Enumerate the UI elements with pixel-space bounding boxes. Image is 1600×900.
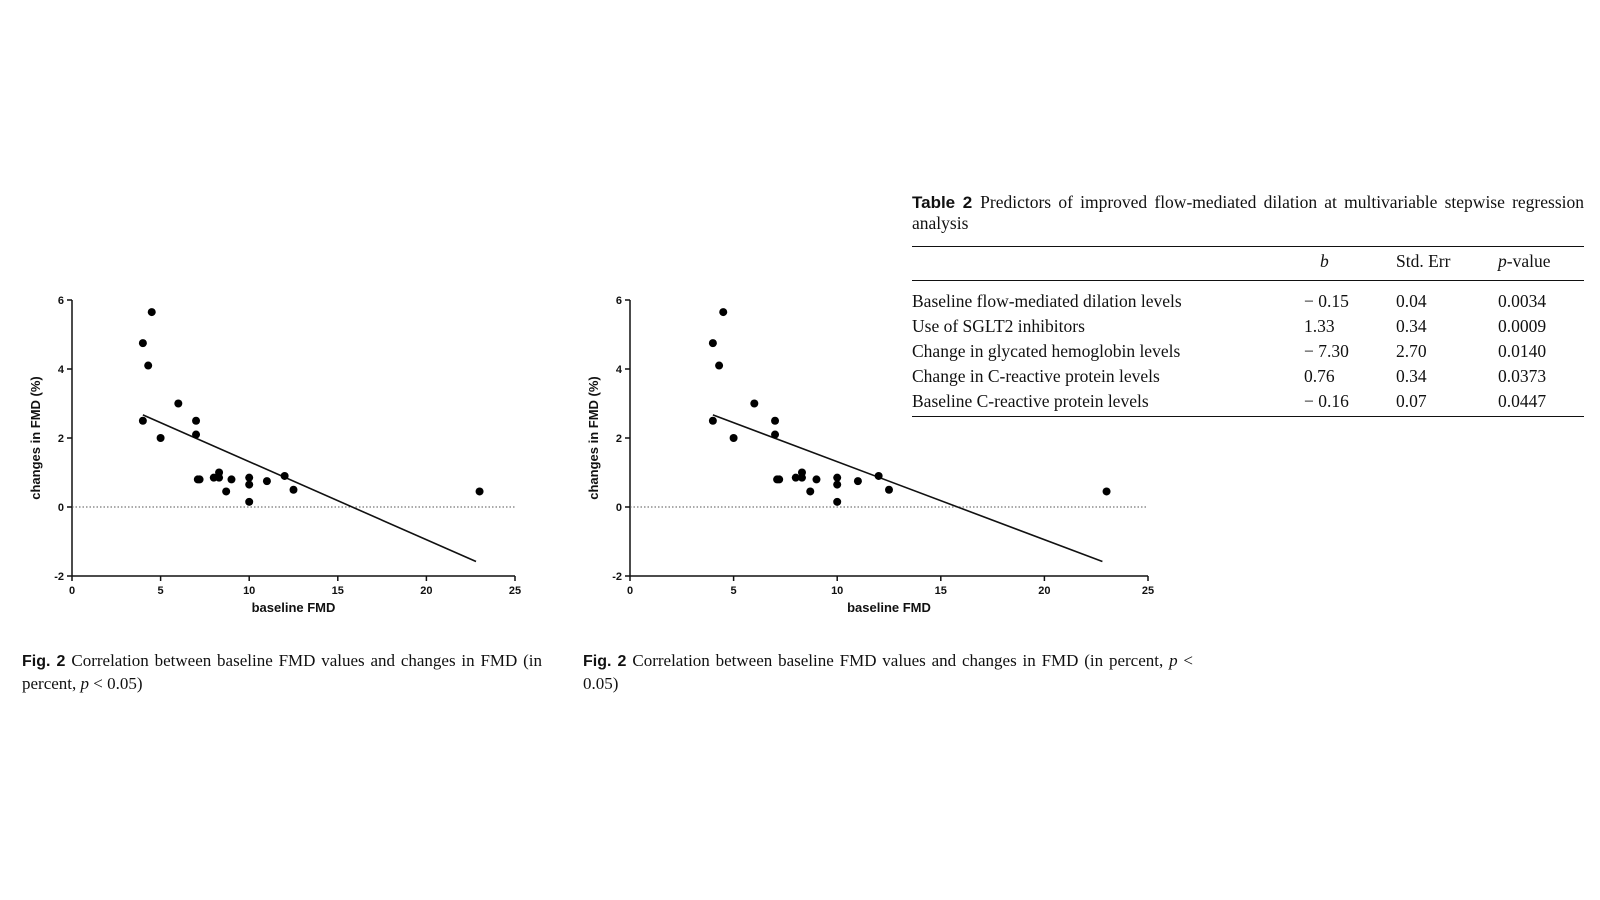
data-point: [139, 417, 147, 425]
y-axis-label: changes in FMD (%): [28, 376, 43, 500]
x-axis-label: baseline FMD: [847, 600, 931, 615]
caption-text-end: < 0.05): [89, 674, 143, 693]
figure-caption-left: [22, 650, 542, 695]
data-point: [771, 431, 779, 439]
y-tick-label: 6: [57, 295, 64, 307]
y-tick-label: 2: [615, 433, 622, 445]
cell-b: 0.76: [1304, 366, 1335, 386]
cell-p-value: 0.0447: [1498, 388, 1584, 417]
x-tick-label: 0: [626, 585, 634, 597]
data-point: [144, 362, 152, 370]
cell-b: − 0.15: [1304, 291, 1349, 311]
cell-p-value: 0.0140: [1498, 341, 1547, 361]
y-tick-label: 0: [615, 502, 622, 514]
y-axis-label: changes in FMD (%): [586, 376, 601, 500]
data-point: [1103, 487, 1111, 495]
data-point: [263, 477, 271, 485]
cell-p-value: 0.0034: [1498, 291, 1547, 311]
data-point: [771, 417, 779, 425]
header-p-value: [1498, 247, 1584, 281]
cell-std-err: 2.70: [1396, 341, 1427, 361]
cell-predictor: Use of SGLT2 inhibitors: [912, 316, 1085, 336]
x-axis-label: baseline FMD: [251, 600, 336, 615]
header-std-err: Std. Err: [1396, 247, 1498, 281]
data-point: [192, 431, 200, 439]
caption-text: Correlation between baseline FMD values and changes in FMD (in percent,: [632, 651, 1170, 670]
x-tick-label: 0: [68, 585, 76, 597]
x-tick-label: 25: [1141, 585, 1155, 597]
cell-predictor: Baseline flow-mediated dilation levels: [912, 291, 1182, 311]
data-point: [833, 474, 841, 482]
y-tick-label: 4: [57, 364, 64, 376]
data-point: [148, 308, 156, 316]
y-tick-label: 6: [615, 295, 622, 307]
caption-p-symbol: p: [80, 674, 90, 693]
table-caption: [912, 192, 1584, 234]
data-point: [245, 474, 253, 482]
cell-b: − 7.30: [1304, 341, 1349, 361]
data-point: [290, 486, 298, 494]
data-point: [833, 481, 841, 489]
cell-predictor: Change in glycated hemoglobin levels: [912, 341, 1181, 361]
table-row: [912, 363, 1584, 388]
x-tick-label: 10: [831, 585, 844, 597]
caption-label: Fig. 2: [583, 653, 627, 670]
data-point: [227, 475, 235, 483]
figure-caption-right: [583, 650, 1193, 695]
caption-text: Correlation between baseline FMD values and changes in FMD (in percent,: [22, 651, 542, 693]
cell-std-err: 0.07: [1396, 388, 1498, 417]
x-tick-label: 15: [331, 585, 344, 597]
y-tick-label: -2: [612, 571, 622, 583]
data-point: [245, 498, 253, 506]
regression-table: [912, 246, 1584, 417]
data-point: [806, 487, 814, 495]
data-point: [730, 434, 738, 442]
cell-b: − 0.16: [1304, 388, 1396, 417]
y-tick-label: 4: [615, 364, 622, 376]
table-header-row: [912, 247, 1584, 281]
caption-text-end: < 0.05): [583, 651, 1194, 693]
data-point: [157, 434, 165, 442]
regression-table-block: [912, 192, 1584, 417]
header-p-rest: -value: [1506, 251, 1551, 271]
cell-predictor: Change in C-reactive protein levels: [912, 366, 1160, 386]
cell-predictor: Baseline C-reactive protein levels: [912, 388, 1304, 417]
x-tick-label: 25: [508, 585, 522, 597]
data-point: [174, 400, 182, 408]
data-point: [775, 475, 783, 483]
data-point: [812, 475, 820, 483]
data-point: [885, 486, 893, 494]
y-tick-label: 2: [57, 433, 64, 445]
caption-label: Fig. 2: [22, 653, 66, 670]
x-tick-label: 15: [934, 585, 947, 597]
x-tick-label: 5: [157, 585, 164, 597]
data-point: [875, 472, 883, 480]
y-tick-label: -2: [54, 571, 64, 583]
data-point: [245, 481, 253, 489]
data-point: [196, 475, 204, 483]
table-row: [912, 388, 1584, 417]
data-point: [715, 362, 723, 370]
data-point: [139, 339, 147, 347]
table-title: Predictors of improved flow-mediated dilation at multivariable stepwise regression analysis: [912, 192, 1585, 233]
y-tick-label: 0: [57, 502, 64, 514]
data-point: [798, 474, 806, 482]
header-b: b: [1304, 247, 1396, 281]
cell-p-value: 0.0373: [1498, 366, 1547, 386]
cell-std-err: 0.34: [1396, 316, 1427, 336]
regression-line: [713, 415, 1103, 562]
caption-p-symbol: p: [1169, 651, 1178, 670]
data-point: [833, 498, 841, 506]
cell-b: 1.33: [1304, 316, 1335, 336]
data-point: [719, 308, 727, 316]
table-row: [912, 338, 1584, 363]
x-tick-label: 20: [1038, 585, 1051, 597]
cell-std-err: 0.04: [1396, 291, 1427, 311]
table-row: [912, 313, 1584, 338]
data-point: [192, 417, 200, 425]
header-predictor: [912, 247, 1304, 281]
header-p-symbol: p: [1498, 251, 1507, 271]
table-row: [912, 281, 1584, 314]
x-tick-label: 20: [420, 585, 433, 597]
table-label: Table 2: [912, 193, 973, 212]
scatter-chart-left: [10, 290, 550, 620]
data-point: [709, 417, 717, 425]
x-tick-label: 5: [730, 585, 737, 597]
data-point: [215, 474, 223, 482]
cell-p-value: 0.0009: [1498, 316, 1547, 336]
data-point: [750, 400, 758, 408]
data-point: [222, 487, 230, 495]
cell-std-err: 0.34: [1396, 366, 1427, 386]
figure-left: [10, 290, 550, 620]
data-point: [281, 472, 289, 480]
data-point: [709, 339, 717, 347]
data-point: [476, 487, 484, 495]
x-tick-label: 10: [243, 585, 256, 597]
data-point: [854, 477, 862, 485]
